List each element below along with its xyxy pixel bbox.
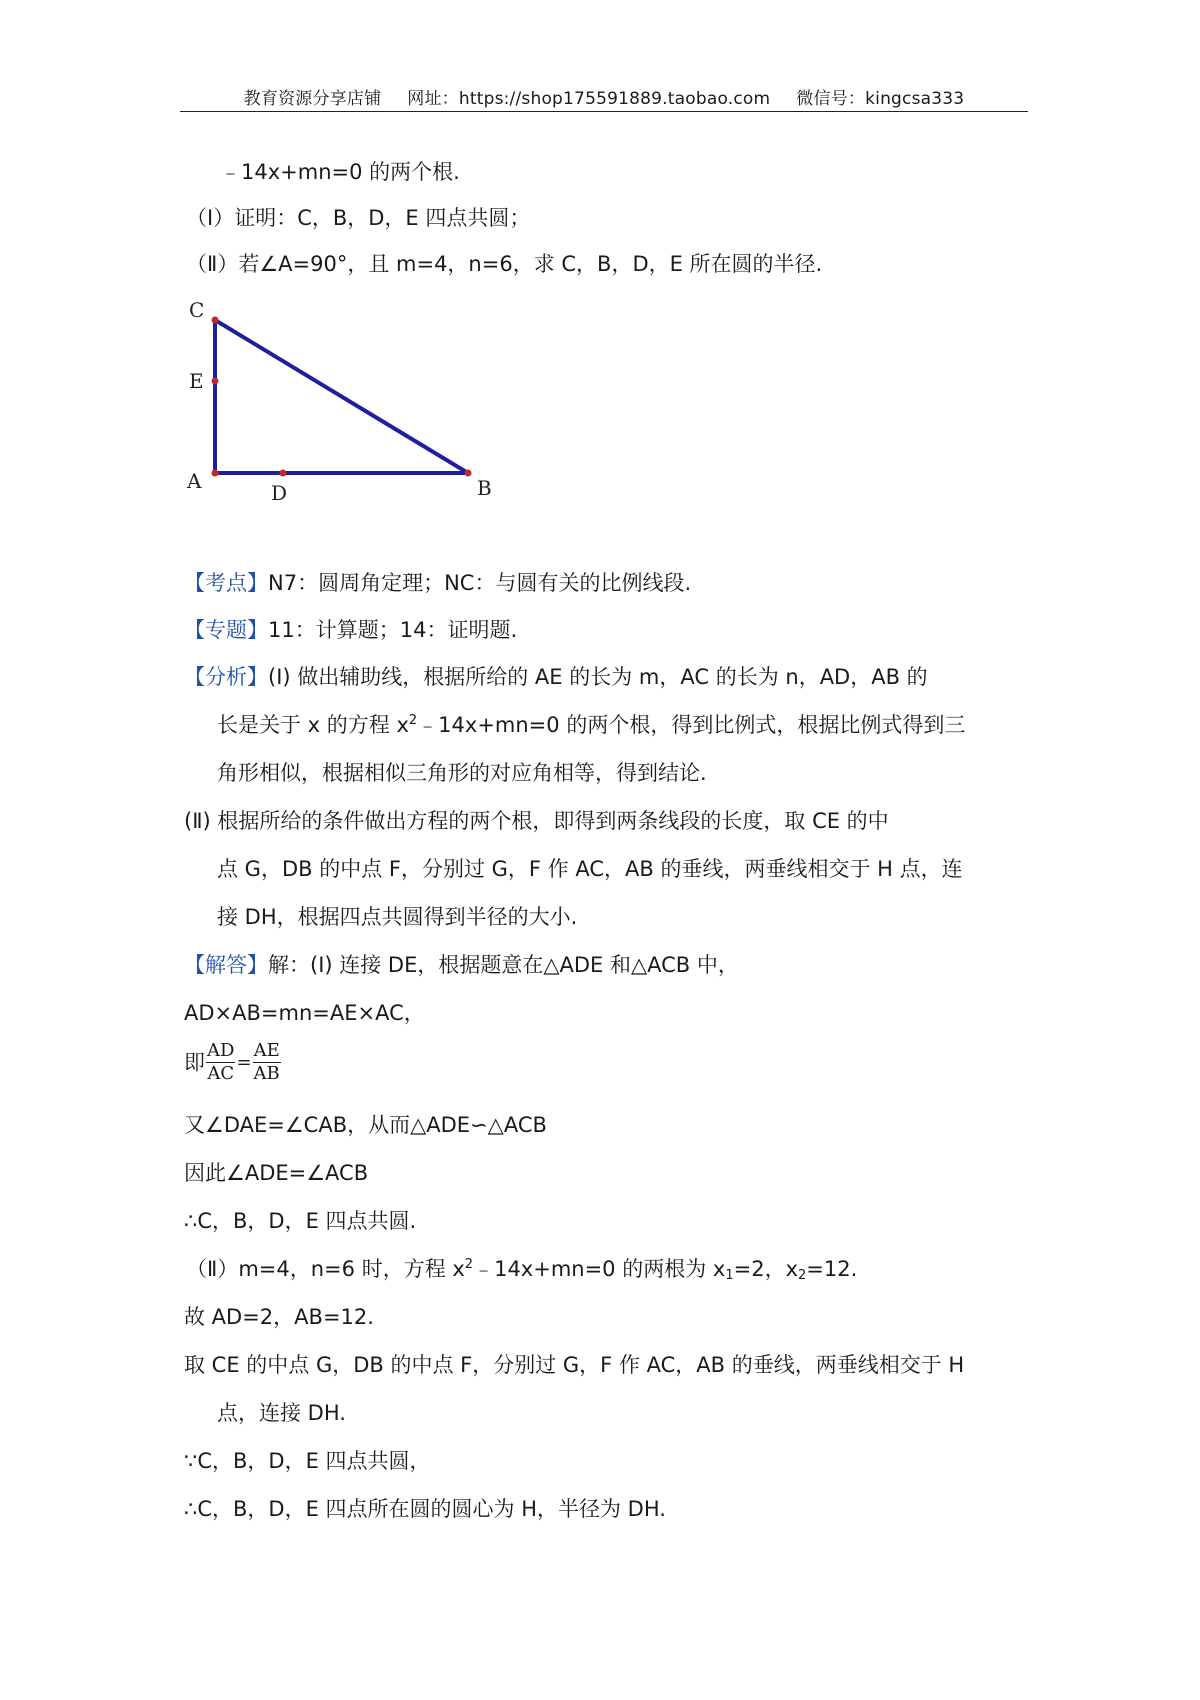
point-d xyxy=(280,470,287,477)
jieda-tag: 【解答】 xyxy=(184,953,268,977)
jieda-text1: 解：(Ⅰ) 连接 DE，根据题意在△ADE 和△ACB 中， xyxy=(268,953,739,977)
page-header xyxy=(180,84,1028,109)
problem-part2: （Ⅱ）若∠A=90°，且 m=4，n=6，求 C，B，D，E 所在圆的半径. xyxy=(186,252,823,276)
jieda-text7a: （Ⅱ）m=4，n=6 时，方程 x xyxy=(186,1257,465,1281)
point-b xyxy=(465,470,472,477)
fraction-ae-ab xyxy=(253,1040,281,1085)
jieda-line12: ∴C，B，D，E 四点所在圆的圆心为 H，半径为 DH. xyxy=(184,1497,666,1521)
fenxi-text1: (Ⅰ) 做出辅助线，根据所给的 AE 的长为 m，AC 的长为 n，AD，AB 的 xyxy=(268,665,928,689)
fenxi-text2a: 长是关于 x 的方程 x xyxy=(217,713,409,737)
triangle-figure xyxy=(175,295,515,525)
header-shop: 教育资源分享店铺 xyxy=(243,89,382,109)
jieda-line6: ∴C，B，D，E 四点共圆. xyxy=(184,1209,417,1233)
point-a xyxy=(212,470,219,477)
fenxi-line4: (Ⅱ) 根据所给的条件做出方程的两个根，即得到两条线段的长度，取 CE 的中 xyxy=(184,809,889,833)
label-d: D xyxy=(271,481,288,505)
jieda-fraction-line xyxy=(184,1040,282,1085)
fenxi-line1 xyxy=(184,662,928,692)
fenxi-sup: 2 xyxy=(408,713,418,728)
header-wechat: 微信号：kingcsa333 xyxy=(796,89,965,109)
jieda-text7b: ﹣14x+mn=0 的两根为 x xyxy=(473,1257,726,1281)
jieda-line9: 取 CE 的中点 G，DB 的中点 F，分别过 G，F 作 AC，AB 的垂线，两垂线相交于 H xyxy=(184,1353,965,1377)
fraction-ae: AE xyxy=(253,1040,280,1061)
jieda-sup: 2 xyxy=(464,1257,474,1272)
fenxi-text2b: ﹣14x+mn=0 的两个根，得到比例式，根据比例式得到三 xyxy=(417,713,966,737)
zhuanti-text: 11：计算题；14：证明题. xyxy=(268,618,518,642)
kaodian-line xyxy=(184,568,691,598)
side-cb xyxy=(215,320,468,473)
label-e: E xyxy=(189,369,204,393)
jieda-line1 xyxy=(184,950,739,980)
fraction-ad: AD xyxy=(207,1040,235,1061)
kaodian-tag: 【考点】 xyxy=(184,571,268,595)
fraction-equals: = xyxy=(236,1051,252,1073)
point-c xyxy=(212,317,219,324)
label-b: B xyxy=(477,476,492,500)
header-rule xyxy=(180,111,1028,112)
problem-part1: （Ⅰ）证明：C，B，D，E 四点共圆； xyxy=(186,206,531,230)
fraction-ad-ac xyxy=(206,1040,235,1085)
jieda-sub1: 1 xyxy=(725,1268,734,1283)
zhuanti-line xyxy=(184,615,517,645)
problem-line0: ﹣14x+mn=0 的两个根. xyxy=(220,160,460,184)
jieda-line7 xyxy=(186,1254,857,1284)
jieda-line4: 又∠DAE=∠CAB，从而△ADE∽△ACB xyxy=(184,1113,547,1137)
fenxi-line2 xyxy=(217,710,965,740)
fenxi-line3: 角形相似，根据相似三角形的对应角相等，得到结论. xyxy=(217,761,707,785)
jieda-line11: ∵C，B，D，E 四点共圆， xyxy=(184,1449,431,1473)
jieda-text7d: =12. xyxy=(806,1257,858,1281)
fenxi-tag: 【分析】 xyxy=(184,665,268,689)
jieda-sub2: 2 xyxy=(798,1268,807,1283)
kaodian-text: N7：圆周角定理；NC：与圆有关的比例线段. xyxy=(268,571,692,595)
jieda-ji: 即 xyxy=(184,1050,205,1075)
jieda-line5: 因此∠ADE=∠ACB xyxy=(184,1161,369,1185)
zhuanti-tag: 【专题】 xyxy=(184,618,268,642)
label-a: A xyxy=(187,469,202,493)
jieda-text7c: =2，x xyxy=(733,1257,798,1281)
jieda-line10: 点，连接 DH. xyxy=(217,1401,346,1425)
triangle-sides xyxy=(215,320,468,473)
fraction-ac: AC xyxy=(207,1063,235,1084)
header-url: 网址：https://shop175591889.taobao.com xyxy=(407,89,771,109)
point-e xyxy=(212,378,219,385)
fraction-ab: AB xyxy=(253,1063,280,1084)
fenxi-line5: 点 G，DB 的中点 F，分别过 G，F 作 AC，AB 的垂线，两垂线相交于 H 点，连 xyxy=(217,857,963,881)
label-c: C xyxy=(189,298,205,322)
jieda-line2: AD×AB=mn=AE×AC， xyxy=(184,1001,425,1025)
fenxi-line6: 接 DH，根据四点共圆得到半径的大小. xyxy=(217,905,578,929)
jieda-line8: 故 AD=2，AB=12. xyxy=(184,1305,374,1329)
